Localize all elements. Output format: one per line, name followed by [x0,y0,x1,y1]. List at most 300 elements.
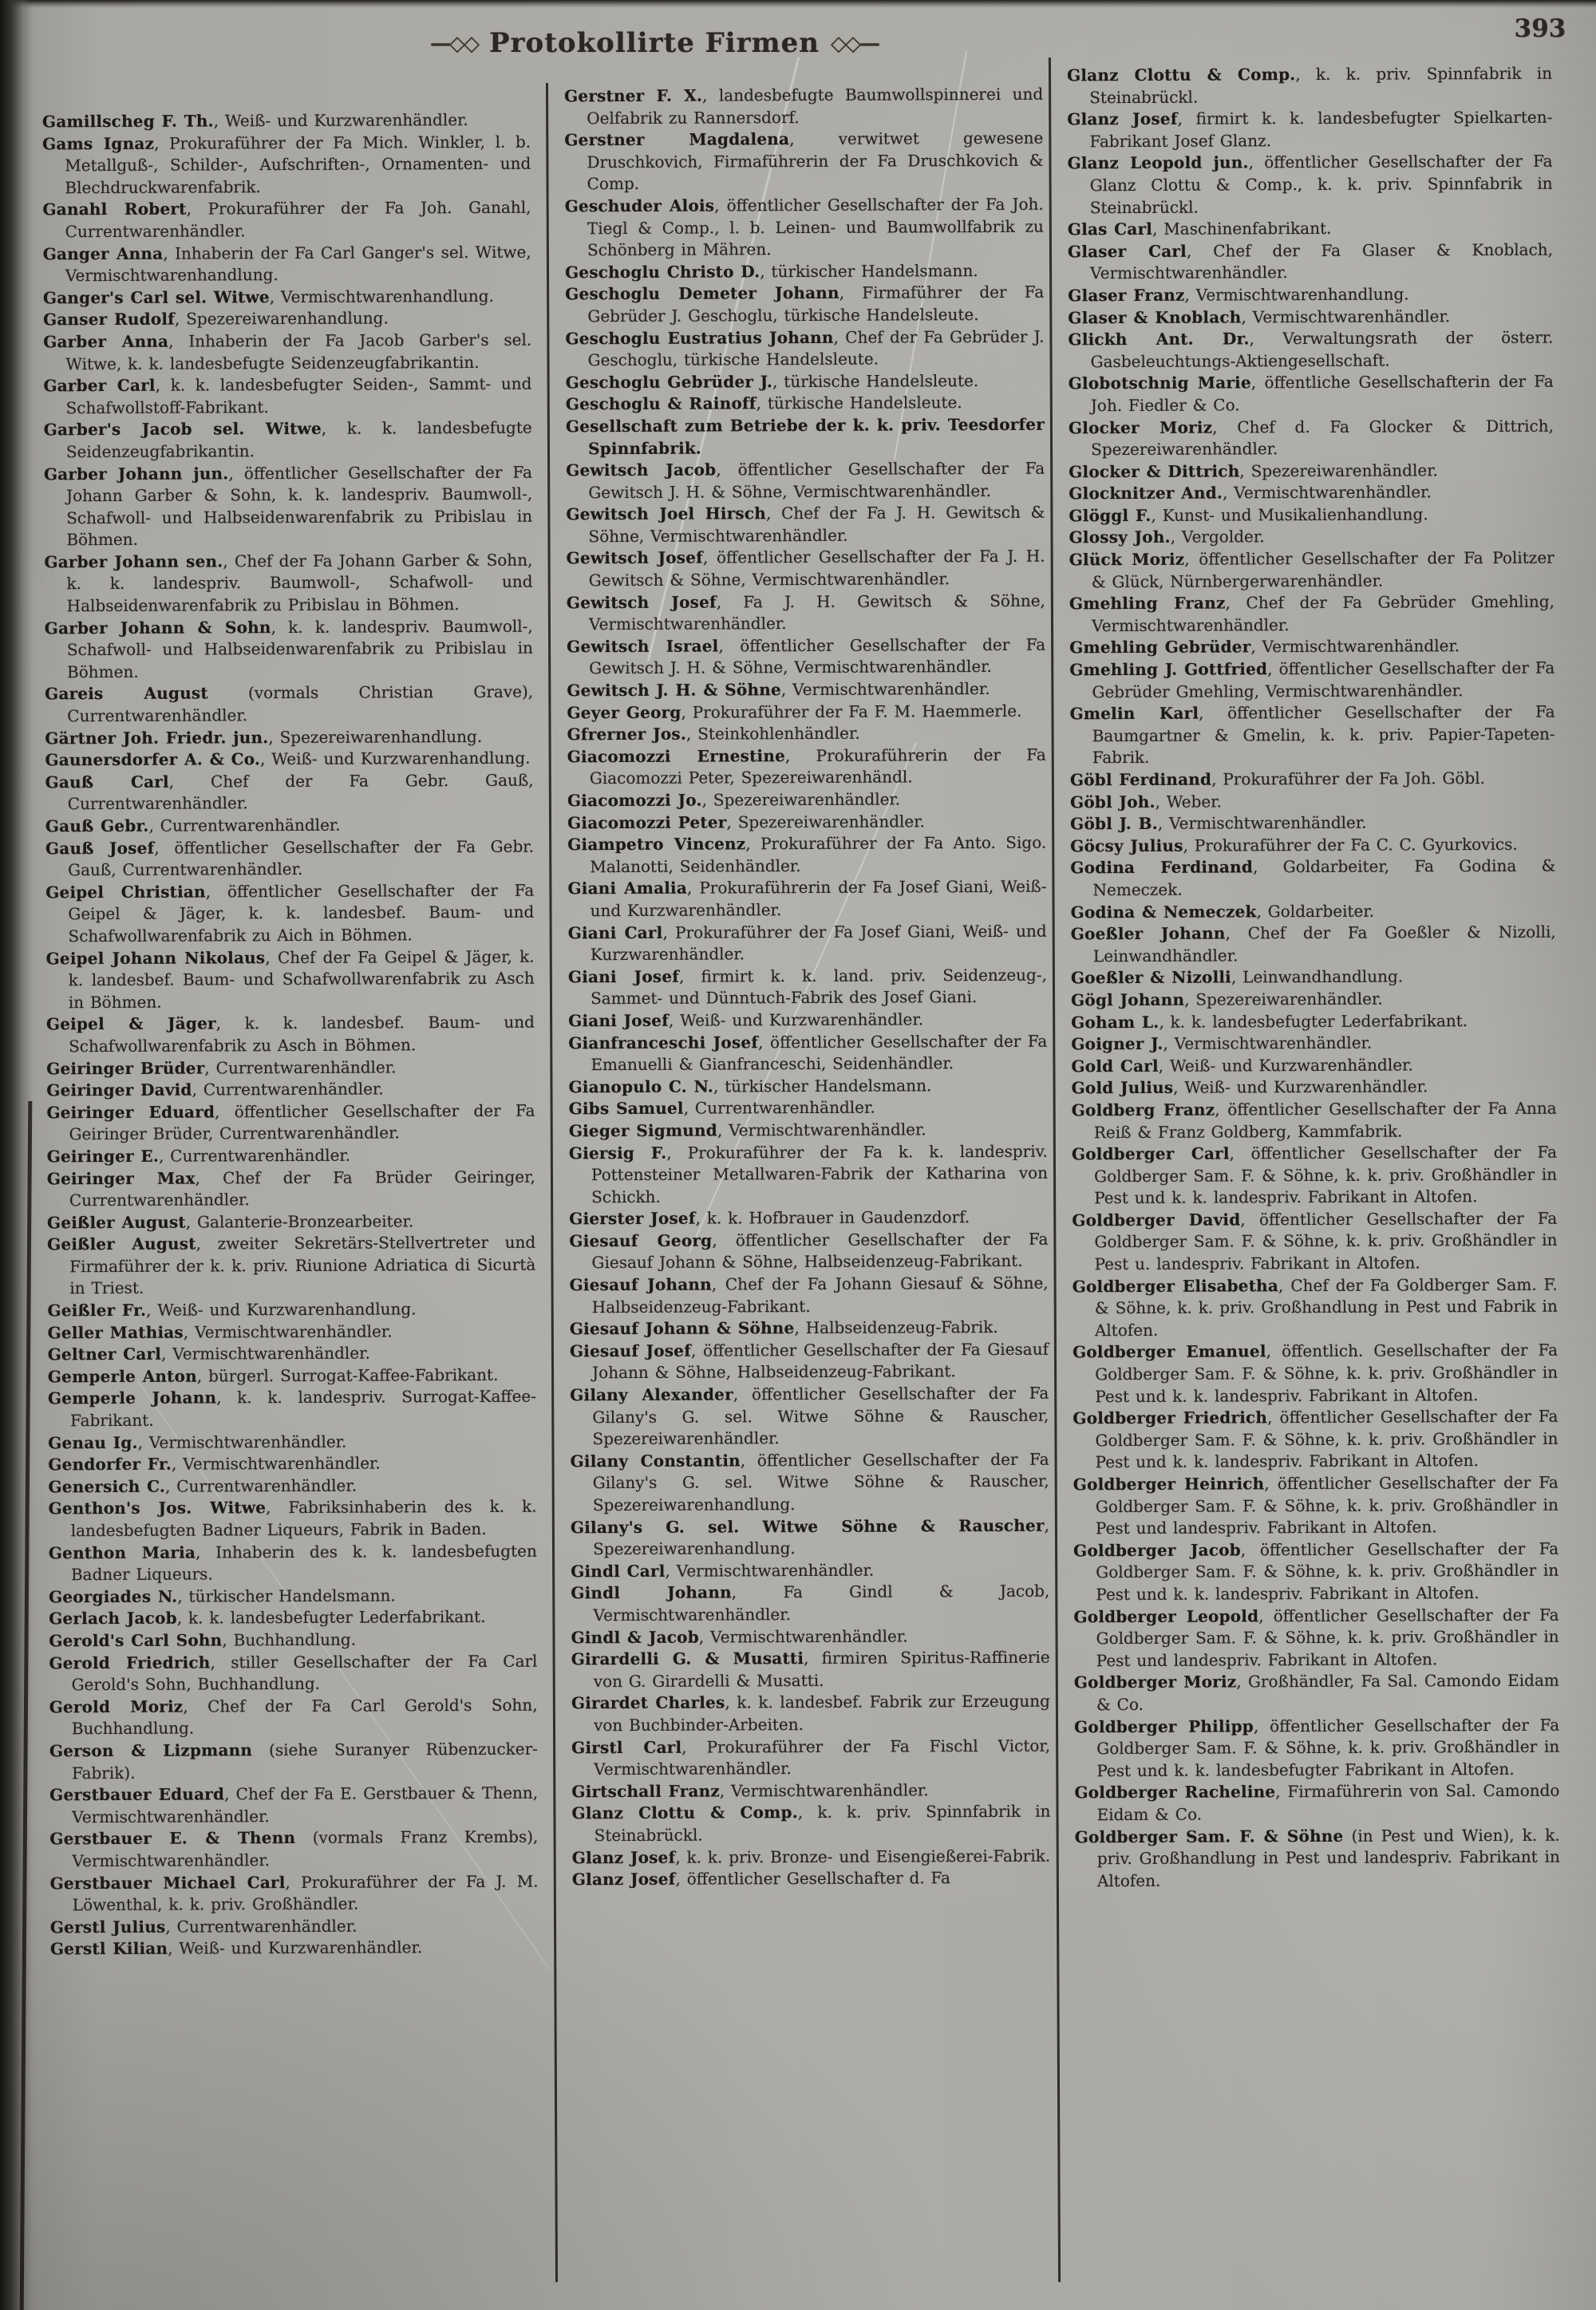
firm-description: , öffentlicher Gesellschafter der Fa Geipel & Jäger, k. k. landesbef. Baum- und Schafwollwarenfabrik zu Aich in Böhmen. [68,880,535,946]
directory-entry [50,1914,539,1938]
directory-entry [1067,151,1552,219]
firm-name: Glanz Leopold jun. [1067,152,1249,173]
firm-name: Godina Ferdinand [1070,857,1254,878]
firm-description: , öffentlicher Gesellschafter der Fa Johann Garber & Sohn, k. k. landespriv. Baumwoll-, Schafwoll- und Halbseidenwarenfabrik zu Pribislau in Böhmen. [65,462,533,550]
firm-description: , Spezereiwarenhandlung. [268,726,483,747]
directory-entry [1071,1009,1556,1033]
firm-description: , Prokuraführer der Fa Mich. Winkler, l. b. Metallguß-, Schilder-, Aufschriften-, Ornamenten- und Blechdruckwarenfabrik. [65,132,531,198]
firm-description: , öffentlicher Gesellschafter der Fa Glanz Clottu & Comp., k. k. priv. Spinnfabrik in Steinabrückl. [1089,152,1553,217]
directory-entry [564,84,1043,130]
firm-name: Gold Carl [1071,1056,1159,1076]
directory-entry [1069,591,1555,638]
directory-entry [1068,327,1553,373]
firm-description: (in Pest und Wien), k. k. priv. Großhandlung in Pest und landespriv. Fabrikant in Altofen. [1096,1825,1560,1890]
firm-name: Gauß Josef [45,838,155,858]
directory-entry [1069,415,1554,461]
page-title: Protokollirte Firmen [489,27,820,59]
firm-name: Gindl & Jacob [571,1627,699,1647]
firm-name: Glickh Ant. Dr. [1068,329,1250,349]
firm-description: , Prokuraführer der Fa F. M. Haemmerle. [681,701,1022,722]
firm-name: Gewitsch Josef [566,592,717,612]
firm-description: , k. k. priv. Bronze- und Eisengießerei-Fabrik. [675,1846,1051,1867]
directory-entry [49,1496,537,1542]
directory-entry [47,1232,535,1300]
firm-name: Gemperle Johann [47,1388,217,1408]
firm-description: , öffentlicher Gesellschafter der Fa Goldberger Sam. F. & Söhne, k. k. priv. Großhändler in Pest und k. k. landespriv. Fabrikant in Altofen. [1094,1142,1558,1208]
firm-name: Gerold's Carl Sohn [49,1630,223,1651]
firm-description: (vormals Christian Grave), Currentwarenhändler. [67,682,534,726]
firm-name: Giesauf Johann [569,1274,712,1295]
column-middle [564,84,1051,1891]
firm-name: Gemperle Anton [47,1366,197,1387]
directory-entry [48,1320,536,1344]
firm-name: Girardet Charles [571,1692,725,1713]
directory-entry [571,1735,1050,1781]
firm-name: Gewitsch Joel Hirsch [566,503,767,524]
firm-name: Göbl Joh. [1069,792,1156,811]
directory-entry [48,1452,536,1476]
directory-entry [569,1229,1048,1275]
directory-entry [568,964,1047,1010]
directory-entry [569,1206,1048,1230]
firm-description: , Chef der Fa Gebr. Gauß, Currentwarenhändler. [67,770,534,814]
firm-description: , Inhaberin der Fa Jacob Garber's sel. Witwe, k. k. landesbefugte Seidenzeugfabrikantin. [65,330,532,373]
firm-name: Glanz Josef [1067,109,1178,129]
firm-description: , Weiß- und Kurzwarenhändler. [213,110,468,131]
firm-name: Genau Ig. [48,1432,138,1452]
directory-entry [569,1119,1048,1143]
firm-name: Ganger's Carl sel. Witwe [42,286,270,308]
firm-description: , öffentlicher Gesellschafter der Fa Gewitsch J. H. & Söhne, Vermischtwarenhändler. [588,458,1045,502]
firm-name: Genthon's Jos. Witwe [48,1498,267,1518]
directory-entry [570,1383,1049,1451]
firm-name: Glück Moriz [1069,549,1185,570]
firm-name: Glocknitzer And. [1069,483,1223,503]
firm-name: Gewitsch Jacob [566,460,717,480]
page-header [0,27,1309,59]
firm-name: Globotschnig Marie [1068,373,1251,393]
column-left [42,109,539,1961]
firm-name: Goeßler Johann [1070,923,1226,944]
column-right [1067,63,1560,1893]
firm-description: , öffentlicher Gesellschafter der Fa Gebrüder Gmehling, Vermischtwarenhändler. [1092,657,1555,701]
directory-entry [48,1430,536,1454]
firm-description: , Chef der Fa Goldberger Sam. F. & Söhne, k. k. priv. Großhandlung in Pest und Fabrik in Altofen. [1094,1274,1558,1341]
firm-description: , Vermischtwarenhändler. [698,1626,908,1647]
firm-name: Geiringer Eduard [46,1102,215,1123]
firm-name: Girardelli G. & Musatti [571,1649,804,1669]
directory-entry [567,788,1046,812]
firm-name: Garber's Jacob sel. Witwe [43,419,322,440]
firm-description: , k. k. landesbef. Baum- und Schafwollwarenfabrik zu Asch in Böhmen. [69,1013,535,1056]
firm-description: , Vermischtwarenhändler. [137,1431,347,1452]
directory-entry [49,1694,538,1740]
directory-entry [49,1629,537,1653]
directory-entry [1070,768,1555,792]
firm-description: , k. k. priv. Spinnfabrik in Steinabrückl. [594,1801,1051,1846]
firm-description: , Currentwarenhändler. [164,1475,358,1496]
firm-name: Gieger Sigmund [568,1120,718,1141]
firm-description: , Leinwandhandlung. [1231,966,1404,987]
directory-entry [49,1783,538,1829]
firm-name: Giacomozzi Jo. [567,790,702,811]
firm-name: Garber Johann & Sohn [44,617,271,638]
directory-entry [49,1606,537,1630]
firm-description: , öffentlicher Gesellschafter der Fa Gewitsch J. H. & Söhne, Vermischtwarenhändler. [589,634,1046,678]
directory-entry [1070,811,1555,835]
directory-entry [1068,217,1553,241]
firm-name: Goldberger Heinrich [1073,1474,1265,1495]
directory-entry [567,634,1045,681]
firm-name: Göbl Ferdinand [1069,769,1212,790]
directory-entry [1070,789,1555,813]
firm-name: Geipel & Jäger [45,1013,216,1034]
directory-entry [572,1867,1051,1891]
directory-entry [42,109,531,133]
firm-name: Gilany's G. sel. Witwe Söhne & Rauscher [570,1515,1045,1537]
firm-description: , Vermischtwarenhändler. [1250,636,1460,657]
firm-description: , Chef der Fa Johann Garber & Sohn, k. k. landespriv. Baumwoll-, Schafwoll- und Halbseidenwarenfabrik zu Pribislau in Böhmen. [66,550,533,616]
firm-description: , Inhaberin der Fa Carl Ganger's sel. Witwe, Vermischtwarenhandlung. [65,242,531,286]
firm-description: , Kunst- und Musikalienhandlung. [1151,504,1428,525]
firm-description: , Prokuraführer der Fa Fischl Victor, Vermischtwarenhändler. [594,1735,1051,1779]
firm-name: Glaser & Knoblach [1068,306,1242,327]
firm-name: Gierster Josef [569,1208,696,1229]
firm-name: Goldberger Carl [1071,1143,1230,1164]
firm-description: , k. k. Hofbrauer in Gaudenzdorf. [695,1207,970,1228]
firm-description: , Spezereiwarenhändler. [726,811,925,832]
directory-entry [46,1100,535,1146]
directory-entry [1072,1208,1557,1276]
firm-name: Giani Amalia [567,879,688,898]
firm-name: Geltner Carl [47,1344,162,1364]
firm-name: Gindl Carl [571,1561,666,1581]
directory-entry [1069,635,1555,659]
firm-name: Gerstner Magdalena [564,129,790,150]
directory-entry [571,1558,1049,1582]
firm-description: , öffentlicher Gesellschafter der Fa Gilany's G. sel. Witwe Söhne & Rauscher, Spezereiwarenhändler. [592,1383,1049,1449]
directory-entry [1072,1098,1557,1144]
firm-description: , öffentlicher Gesellschafter der Fa Politzer & Glück, Nürnbergerwarenhändler. [1091,547,1555,591]
directory-entry [565,282,1044,328]
firm-name: Glas Carl [1067,219,1153,239]
firm-name: Gianopulo C. N. [568,1076,713,1097]
firm-description: , Fabriksinhaberin des k. k. landesbefugten Badner Liqueurs, Fabrik in Baden. [70,1497,537,1541]
directory-entry [570,1339,1049,1385]
directory-entry [50,1870,539,1917]
firm-name: Gamillscheg F. Th. [41,111,214,132]
firm-description: , Vermischtwarenhändler. [717,1119,926,1140]
firm-description: , öffentlicher Gesellschafter der Fa Goldberger Sam. F. & Söhne, k. k. priv. Großhändler in Pest und k. k. landespriv. Fabrikant in Altofen. [1095,1406,1558,1472]
firm-name: Ganger Anna [42,243,164,263]
firm-name: Goldberger Moriz [1073,1672,1237,1692]
directory-entry [48,1364,536,1388]
firm-description: , firmirt k. k. landesbefugter Spielkarten-Fabrikant Josef Glanz. [1089,107,1553,151]
directory-entry [1074,1670,1559,1716]
firm-description: , Chef der Fa Glaser & Knoblach, Vermischtwarenhändler. [1090,239,1554,283]
directory-entry [49,1739,538,1785]
column-divider [1049,57,1061,2282]
directory-entry [44,461,532,551]
firm-description: , türkischer Handelsmann. [713,1076,932,1096]
firm-description: , verwitwet gewesene Druschkovich, Firmaführerin der Fa Druschkovich & Comp. [587,128,1044,194]
firm-description: , Halbseidenzeug-Fabrik. [794,1317,998,1338]
firm-name: Goldberger Friedrich [1073,1408,1268,1428]
firm-name: Gerstl Julius [49,1917,166,1937]
firm-name: Glanz Josef [571,1847,676,1867]
firm-name: Goldberger Elisabetha [1072,1275,1279,1296]
firm-name: Giesauf Johann & Söhne [569,1318,795,1339]
firm-name: Garber Carl [43,375,156,396]
firm-name: Glaser Carl [1067,241,1187,262]
firm-description: , Prokuraführer der Fa Anto. Sigo. Malanotti, Seidenhändler. [590,832,1047,876]
firm-description: , Chef der Fa Carl Gerold's Sohn, Buchhandlung. [71,1695,538,1739]
firm-description: , öffentlicher Gesellschafter der Fa Anna Reiß & Franz Goldberg, Kammfabrik. [1093,1098,1557,1142]
firm-description: , stiller Gesellschafter der Fa Carl Gerold's Sohn, Buchhandlung. [71,1651,538,1695]
firm-description: , k. k. landespriv. Baumwoll-, Schafwoll- und Halbseidenwarenfabrik zu Pribislau in Böhmen. [66,616,533,682]
firm-name: Gärtner Joh. Friedr. jun. [45,727,269,748]
firm-name: Gilany Alexander [570,1384,733,1405]
firm-description: , Vermischtwarenhändler. [1163,1033,1373,1053]
directory-entry [1068,305,1553,329]
firm-description: , Vermischtwarenhändler. [665,1560,875,1581]
firm-name: Garber Johann sen. [44,551,223,572]
directory-entry [1074,1714,1559,1782]
directory-entry [568,1030,1047,1076]
directory-entry [1069,503,1554,527]
directory-entry [571,1448,1049,1516]
firm-description: , Chef der Fa Brüder Geiringer, Currentwarenhändler. [69,1167,535,1210]
firm-name: Geiringer Brüder [46,1058,205,1078]
directory-entry [566,414,1045,460]
directory-entry [569,1096,1048,1120]
firm-description: , Chef der Fa Gebrüder J. Geschoglu, türkische Handelsleute. [587,326,1045,370]
firm-name: Glaser Franz [1068,285,1185,306]
directory-entry [43,307,531,331]
directory-entry [571,1801,1050,1847]
firm-name: Geiringer Max [46,1168,196,1188]
firm-name: Gewitsch J. H. & Söhne [567,680,781,701]
directory-entry [1070,855,1555,902]
firm-name: Gmehling Gebrüder [1069,637,1251,657]
firm-name: Geyer Georg [567,702,681,722]
directory-entry [566,458,1045,504]
firm-description: , Verwaltungsrath der österr. Gasbeleuchtungs-Aktiengesellschaft. [1090,327,1554,371]
directory-entry [567,744,1046,791]
firm-name: Gerold Friedrich [49,1653,211,1672]
firm-name: Göbl J. B. [1070,814,1158,834]
directory-entry [42,131,531,199]
directory-entry [1071,922,1556,968]
firm-name: Girtschall Franz [571,1781,720,1802]
directory-entry [1069,371,1554,417]
scan-top-edge [0,0,1596,8]
directory-entry [1073,1538,1558,1605]
directory-entry [564,128,1043,195]
firm-description: , Weber. [1155,792,1223,811]
directory-entry [567,590,1045,636]
directory-entry [46,946,535,1013]
firm-name: Gerlach Jacob [49,1609,177,1629]
directory-entry [50,1937,539,1961]
directory-entry [571,1691,1050,1737]
firm-name: Genthon Maria [48,1542,196,1562]
directory-entry [1071,899,1556,923]
firm-name: Garber Johann jun. [43,463,229,484]
directory-entry [568,1074,1047,1098]
directory-entry [47,1210,535,1234]
firm-description: , Prokuraführer der Fa Joh. Göbl. [1211,768,1486,789]
firm-name: Gmehling Franz [1069,593,1226,614]
firm-description: , öffentlicher Gesellschafter der Fa Giesauf Johann & Söhne, Halbseidenzeug-Fabrikant. [591,1229,1049,1273]
directory-entry [1071,988,1556,1012]
directory-entry [45,769,534,815]
directory-entry [49,1826,538,1873]
firm-description: , Weiß- und Kurzwarenhandlung. [260,748,531,769]
firm-name: Glanz Josef [571,1869,676,1889]
directory-entry [45,748,533,772]
firm-name: Goldberger Racheline [1074,1782,1276,1803]
firm-name: Giesauf Josef [569,1341,692,1361]
firm-name: Gfrerner Jos. [567,724,687,744]
directory-entry [44,417,532,464]
firm-description: , Spezereiwarenhandlung. [593,1515,1049,1559]
directory-entry [45,681,533,728]
firm-description: , Chef der Fa Goeßler & Nizolli, Leinwandhändler. [1092,922,1556,965]
firm-name: Girstl Carl [571,1737,682,1757]
firm-description: , Weiß- und Kurzwarenhändler. [168,1937,423,1958]
firm-name: Geißler August [47,1234,196,1254]
directory-entry [45,725,533,749]
firm-name: Giani Carl [567,922,663,942]
firm-description: , k. k. landesbefugter Lederfabrikant. [176,1607,486,1629]
firm-description: , k. k. landesbef. Fabrik zur Erzeugung von Buchbinder-Arbeiten. [593,1692,1050,1735]
directory-entry [571,1779,1050,1803]
directory-entry [567,722,1046,746]
firm-description: , öffentlicher Gesellschafter der Fa Joh. Tiegl & Comp., l. b. Leinen- und Baumwollfabrik zu Schönberg in Mähren. [587,194,1044,260]
directory-entry [1069,657,1555,704]
firm-description: , Chef der Fa Johann Giesauf & Söhne, Halbseidenzeug-Fabrikant. [591,1273,1049,1317]
firm-description: , Prokuraführer der Fa Joh. Ganahl, Currentwarenhändler. [65,198,531,242]
firm-description: , Vermischtwarenhändler. [719,1780,929,1801]
firm-name: Geiringer E. [46,1146,160,1167]
firm-name: Gams Ignaz [42,133,155,153]
firm-description: , öffentlicher Gesellschafter der Fa Goldberger Sam. F. & Söhne, k. k. priv. Großhändler in Pest und landespriv. Fabrikant in Altofen. [1095,1472,1558,1538]
firm-description: , öffentlich. Gesellschafter der Fa Goldberger Sam. F. & Söhne, k. k. priv. Großhändler in Pest und k. k. landespriv. Fabrikant in Altofen. [1095,1341,1558,1406]
firm-description: , Vermischtwarenhandlung. [269,286,494,306]
directory-entry [565,259,1044,283]
firm-name: Gindl Johann [571,1582,732,1603]
firm-name: Gilany Constantin [570,1451,741,1471]
firm-name: Goldberg Franz [1071,1100,1215,1120]
directory-entry [567,832,1046,879]
directory-entry [45,835,534,882]
directory-entry [1073,1604,1558,1672]
firm-description: , Galanterie-Bronzearbeiter. [185,1211,414,1232]
firm-description: , Chef der Fa J. H. Gewitsch & Söhne, Vermischtwarenhändler. [588,502,1045,547]
firm-name: Gerstner F. X. [564,85,703,106]
directory-entry [565,194,1044,262]
firm-description: , öffentlicher Gesellschafter der Fa Baumgartner & Gmelin, k. k. priv. Papier-Tapeten-Fabrik. [1092,701,1555,768]
firm-description: , Weiß- und Kurzwarenhändler. [1158,1055,1413,1076]
firm-name: Gewitsch Israel [567,636,719,657]
directory-entry [49,1540,537,1586]
directory-entry [48,1342,536,1366]
firm-description: , Vermischtwarenhändler. [1157,812,1367,834]
firm-name: Godina & Nemeczek [1070,901,1257,922]
directory-entry [43,241,531,287]
firm-name: Gerstl Kilian [49,1938,168,1959]
firm-name: Gianfranceschi Josef [568,1032,759,1052]
firm-name: Giacomozzi Peter [567,812,727,832]
directory-entry [43,330,531,376]
header-ornament-right: ◇◇— [830,32,879,56]
directory-entry [1073,1472,1558,1540]
firm-description: , firmirt k. k. land. priv. Seidenzeug-, Sammet- und Dünntuch-Fabrik des Josef Giani. [591,965,1047,1009]
directory-entry [43,285,531,309]
directory-entry [1072,1142,1557,1210]
firm-name: Goldberger Leopold [1073,1605,1259,1626]
directory-entry [1069,459,1554,483]
directory-entry [42,197,531,243]
directory-entry [565,326,1044,372]
firm-description: , Buchhandlung. [222,1629,357,1650]
firm-name: Giesauf Georg [569,1230,713,1251]
directory-entry [1071,1032,1556,1056]
firm-name: Genersich C. [48,1476,166,1497]
firm-description: , Spezereiwarenhändler. [701,789,901,810]
firm-description: , öffentlicher Gesellschafter der Fa Goldberger Sam. F. & Söhne, k. k. priv. Großhändler in Pest und k. k. landesbefugter Fabrikant in Altofen. [1096,1715,1560,1780]
directory-entry [44,550,532,618]
firm-description: , öffentlicher Gesellschafter der Fa Goldberger Sam. F. & Söhne, k. k. priv. Großhändler in Pest u. landespriv. Fabrikant in Altofen. [1094,1208,1558,1274]
directory-entry [1074,1780,1559,1826]
firm-name: Geschoglu Eustratius Johann [565,327,834,348]
firm-name: Gibs Samuel [568,1098,684,1119]
directory-entry [568,920,1047,966]
firm-description: , Chef der Fa Gebrüder Gmehling, Vermischtwarenhändler. [1092,591,1555,636]
directory-entry [1071,1053,1556,1077]
firm-description: (siehe Suranyer Rübenzucker-Fabrik). [71,1739,538,1783]
firm-description: , firmiren Spiritus-Raffinerie von G. Girardelli & Musatti. [593,1647,1050,1691]
firm-name: Ganser Rudolf [43,309,175,330]
directory-entry [46,1012,535,1058]
firm-name: Gerstbauer Michael Carl [49,1872,286,1893]
firm-name: Gareis August [45,683,208,704]
directory-entry [1069,547,1555,594]
directory-entry [43,373,531,420]
firm-description: , Spezereiwarenhändler. [1184,989,1383,1009]
firm-name: Geller Mathias [47,1322,184,1342]
firm-description: , Großhändler, Fa Sal. Camondo Eidam & Co. [1096,1671,1559,1715]
firm-name: Gögl Johann [1071,989,1185,1010]
firm-name: Gerstbauer E. & Thenn [49,1828,296,1849]
directory-entry [567,700,1045,724]
directory-entry [1067,107,1552,153]
firm-name: Giersig F. [568,1143,667,1163]
firm-name: Gmelin Karl [1069,703,1199,724]
firm-name: Geißler August [46,1212,186,1233]
directory-entry [567,546,1045,592]
firm-name: Goldberger Emanuel [1072,1341,1266,1362]
firm-description: , öffentlicher Gesellschafter der Fa Gilany's G. sel. Witwe Söhne & Rauscher, Spezereiwarenhandlung. [592,1449,1049,1515]
firm-name: Goham L. [1071,1012,1159,1032]
firm-description: , türkischer Handelsmann. [177,1585,396,1606]
firm-description: , Firmaführerin von Sal. Camondo Eidam & Co. [1096,1780,1560,1825]
directory-entry [572,1845,1051,1869]
directory-entry [567,810,1046,834]
firm-description: , k. k. landesbefugter Seiden-, Sammt- und Schafwollstoff-Fabrikant. [65,373,532,417]
directory-entry [1075,1824,1560,1892]
